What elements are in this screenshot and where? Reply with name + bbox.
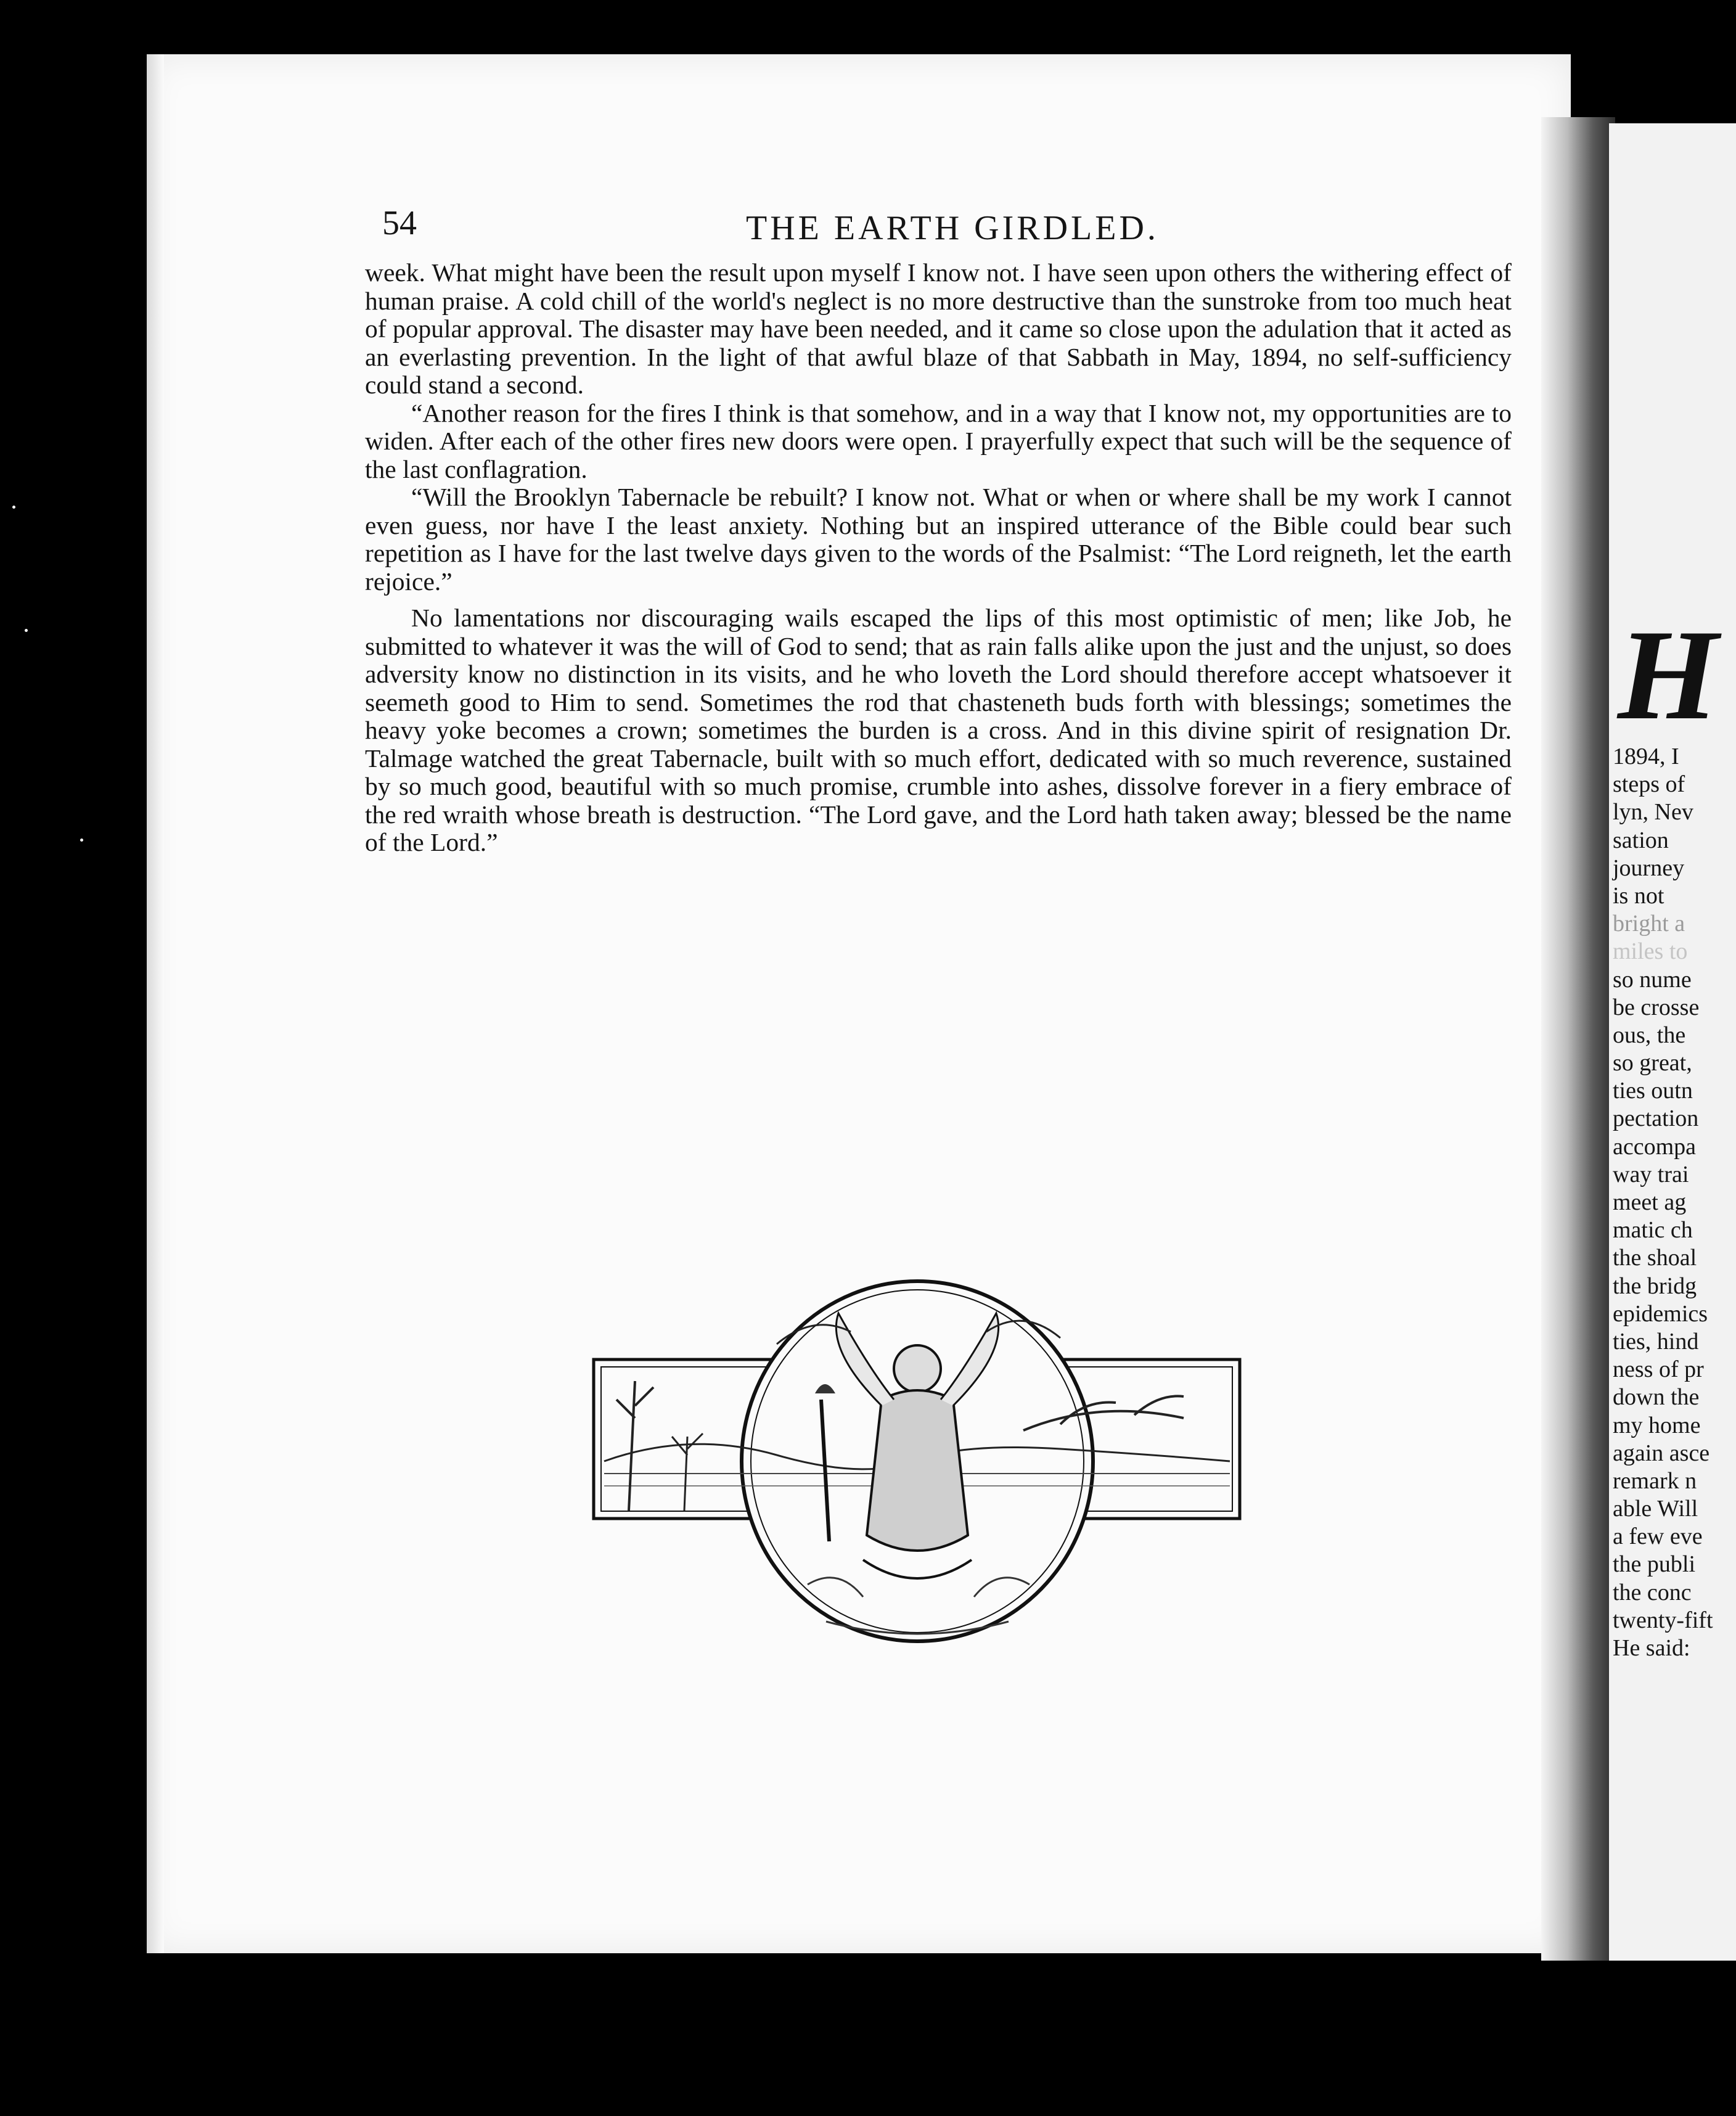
page-number: 54: [382, 204, 417, 242]
facing-line: a few eve: [1613, 1523, 1703, 1550]
facing-line: matic ch: [1613, 1217, 1693, 1244]
facing-line: journey: [1613, 855, 1685, 881]
facing-line: remark n: [1613, 1467, 1697, 1494]
scan-speck: [25, 629, 28, 632]
facing-line: be crosse: [1613, 994, 1700, 1020]
paragraph-2: “Another reason for the fires I think is that somehow, and in a way that I know not, my opportunities are to widen. After each of the other fires new doors were open. I prayerfully expect that such will be the sequence of the last conflagration.: [365, 398, 1512, 483]
running-head: THE EARTH GIRDLED.: [746, 209, 1159, 247]
drop-cap: H: [1618, 604, 1719, 747]
facing-line: ous, the: [1613, 1022, 1686, 1048]
facing-page-text: [1613, 743, 1713, 1662]
facing-line: pectation: [1613, 1105, 1699, 1132]
scan-speck: [12, 506, 15, 509]
facing-line: the bridg: [1613, 1273, 1697, 1299]
scan-speck: [80, 839, 83, 842]
decorative-vignette: [592, 1276, 1242, 1646]
facing-line: twenty-fift: [1613, 1607, 1713, 1633]
facing-line: epidemics: [1613, 1300, 1708, 1327]
page-edge-shadow: [147, 54, 164, 1953]
body-text: [365, 259, 1512, 857]
facing-line: lyn, Nev: [1613, 799, 1693, 826]
facing-line: the shoal: [1613, 1245, 1697, 1271]
facing-line: able Will: [1613, 1496, 1698, 1522]
facing-line: ness of pr: [1613, 1356, 1704, 1383]
facing-line: sation: [1613, 827, 1669, 853]
book-gutter: [1541, 117, 1615, 1961]
facing-line: miles to: [1613, 938, 1688, 965]
facing-line: down the: [1613, 1384, 1700, 1411]
facing-line: way trai: [1613, 1161, 1689, 1187]
facing-line: the publi: [1613, 1551, 1696, 1578]
facing-line: so great,: [1613, 1050, 1692, 1076]
facing-line: the conc: [1613, 1579, 1692, 1605]
paragraph-1: week. What might have been the result upon myself I know not. I have seen upon others the withering effect of human praise. A cold chill of the world's neglect is no more destructive than the sunstroke from too much heat of popular approval. The disaster may have been needed, and it came so close upon the adulation that it acted as an everlasting prevention. In the light of that awful blaze of that Sabbath in May, 1894, no self-sufficiency could stand a second.: [365, 258, 1512, 399]
facing-line: is not: [1613, 882, 1664, 909]
facing-line: so nume: [1613, 966, 1692, 993]
facing-line: again asce: [1613, 1440, 1710, 1466]
facing-line: bright a: [1613, 911, 1685, 937]
facing-page: [1609, 123, 1736, 1961]
facing-line: He said:: [1613, 1635, 1690, 1661]
facing-line: ties outn: [1613, 1078, 1693, 1104]
paragraph-4: No lamentations nor discouraging wails escaped the lips of this most optimistic of men; like Job, he submitted to whatever it was the will of God to send; that as rain falls alike upon the just and the unjust, so does adversity know no distinction in its visits, and he who loveth the Lord should therefore accept whatsoever it seemeth good to Him to send. Sometimes the rod that chasteneth buds forth with blessings; sometimes the heavy yoke becomes a crown; sometimes the burden is a cross. And in this divine spirit of resignation Dr. Talmage watched the great Tabernacle, built with so much effort, dedicated with so much reverence, sustained by so much good, beautiful with so much promise, crumble into ashes, dissolve forever in a fiery embrace of the red wraith whose breath is destruction. “The Lord gave, and the Lord hath taken away; blessed be the name of the Lord.”: [365, 604, 1512, 856]
facing-line: my home: [1613, 1412, 1701, 1438]
facing-line: accompa: [1613, 1133, 1697, 1160]
facing-line: steps of: [1613, 771, 1685, 798]
facing-line: ties, hind: [1613, 1328, 1699, 1355]
paragraph-3: “Will the Brooklyn Tabernacle be rebuilt? I know not. What or when or where shall be my work I cannot even guess, nor have I the least anxiety. Nothing but an inspired utterance of the Bible could bear such repetition as I have for the last twelve days given to the words of the Psalmist: “The Lord reigneth, let the earth rejoice.”: [365, 483, 1512, 596]
facing-line: 1894, I: [1613, 744, 1679, 769]
facing-line: meet ag: [1613, 1189, 1687, 1215]
